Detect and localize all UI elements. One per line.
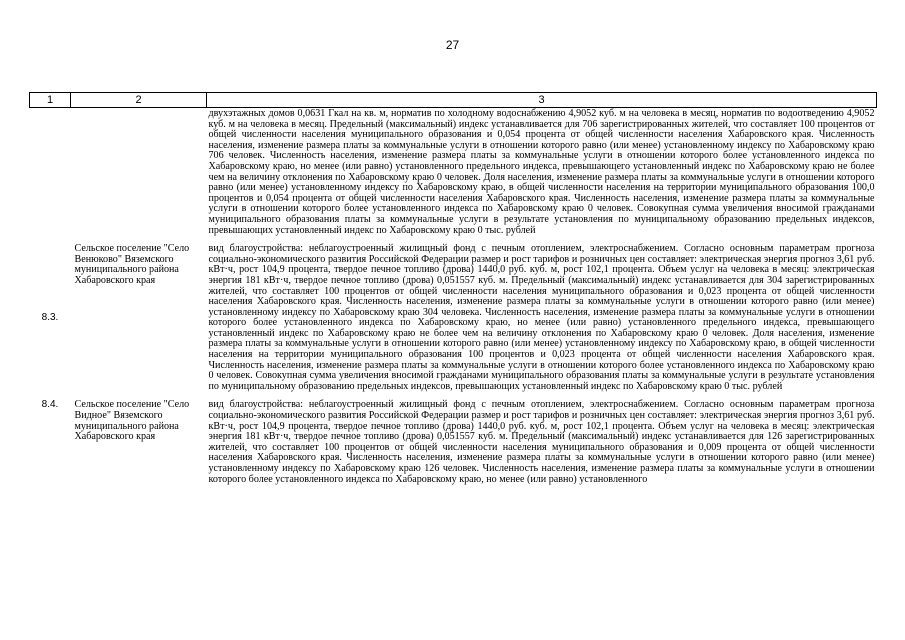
column-header-2: 2: [71, 93, 207, 108]
column-header-3: 3: [207, 93, 877, 108]
settlement-name: Сельское поселение "Село Венюково" Вяземского муниципального района Хабаровского края: [74, 243, 190, 286]
continuation-text: двухэтажных домов 0,0631 Гкал на кв. м, норматив по холодному водоснабжению 4,9052 куб. м на человека в месяц, норматив по водоотведению 4,9052 куб. м на человека в месяц. Предельный (максимальный) индекс устанавливается для 706 зарегистрированных жителей, что составляет 100 процентов от общей численности населения муниципального образования и 0,054 процента от общей численности населения Хабаровского края. Численность населения, изменение размера платы за коммунальные услуги в отношении которого равно (или менее) установленному индексу по Хабаровскому краю 706 человек. Численность населения, изменение размера платы за коммунальные услуги в отношении которого более установленного индекса по Хабаровскому краю, но менее (или равно) установленного предельного индекса, превышающего установленный индекс по Хабаровскому краю не более чем на величину отклонения по Хабаровскому краю 0 человек. Доля населения, изменение размера платы за коммунальные услуги в отношении которого равно (или менее) установленному индексу по Хабаровскому краю, в общей численности населения на территории муниципального образования 100,0 процентов и 0,054 процента от общей численности населения Хабаровского края. Численность населения, изменение размера платы за коммунальные услуги в отношении которого более установленного индекса по Хабаровскому краю 0 человек. Совокупная сумма увеличения вносимой гражданами муниципального образования платы за коммунальные услуги в результате установления по муниципальному образованию предельных индексов, превышающих установленный индекс по Хабаровскому краю 0 тыс. рублей: [208, 108, 875, 236]
table-row: [30, 400, 877, 485]
table-header: [30, 93, 877, 108]
table-row: [30, 244, 877, 392]
column-header-1: 1: [30, 93, 71, 108]
document-table: [29, 92, 877, 485]
row-number: 8.4.: [41, 399, 59, 411]
table-row-continuation: [30, 108, 877, 237]
row-description: вид благоустройства: неблагоустроенный жилищный фонд с печным отоплением, электроснабжением. Согласно основным параметрам прогноза социально-экономического развития Российской Федерации размер и рост тарифов и розничных цен составляет: электрическая энергия прогноз 3,61 руб. кВт·ч, рост 104,9 процента, твердое печное топливо (дрова) 1440,0 руб. куб. м, рост 102,1 процента. Объем услуг на человека в месяц: электрическая энергия 181 кВт·ч, твердое печное топливо (дрова) 0,051557 куб. м. Предельный (максимальный) индекс устанавливается для 304 зарегистрированных жителей, что составляет 100 процентов от общей численности населения муниципального образования и 0,023 процента от общей численности населения Хабаровского края. Численность населения, изменение размера платы за коммунальные услуги в отношении которого равно (или менее) установленному индексу по Хабаровскому краю 304 человека. Численность населения, изменение размера платы за коммунальные услуги в отношении которого более установленного индекса по Хабаровскому краю, но менее (или равно) установленного предельного индекса, превышающего установленный индекс по Хабаровскому краю не более чем на величину отклонения по Хабаровскому краю 0 человек. Доля населения, изменение размера платы за коммунальные услуги в отношении которого равно (или менее) установленному индексу по Хабаровскому краю, в общей численности населения на территории муниципального образования 100 процентов и 0,023 процента от общей численности населения Хабаровского края. Численность населения, изменение размера платы за коммунальные услуги в отношении которого более установленного индекса по Хабаровскому краю 0 человек. Совокупная сумма увеличения вносимой гражданами муниципального образования платы за коммунальные услуги в результате установления по муниципальному образованию предельных индексов, превышающих установленный индекс по Хабаровскому краю 0 тыс. рублей: [208, 243, 875, 392]
settlement-name: Сельское поселение "Село Видное" Вяземского муниципального района Хабаровского края: [74, 399, 190, 443]
row-number: 8.3.: [41, 311, 59, 323]
row-description: вид благоустройства: неблагоустроенный жилищный фонд с печным отоплением, электроснабжением. Согласно основным параметрам прогноза социально-экономического развития Российской Федерации размер и рост тарифов и розничных цен составляет: электрическая энергия прогноз 3,61 руб. кВт·ч, рост 104,9 процента, твердое печное топливо (дрова) 1440,0 руб. куб. м, рост 102,1 процента. Объем услуг на человека в месяц: электрическая энергия 181 кВт·ч, твердое печное топливо (дрова) 0,051557 куб. м. Предельный (максимальный) индекс устанавливается для 126 зарегистрированных жителей, что составляет 100 процентов от общей численности населения муниципального образования и 0,009 процента от общей численности населения Хабаровского края. Численность населения, изменение размера платы за коммунальные услуги в отношении которого равно (или менее) установленному индексу по Хабаровскому краю 126 человек. Численность населения, изменение размера платы за коммунальные услуги в отношении которого более установленного индекса по Хабаровскому краю, но менее (или равно) установленного: [208, 399, 875, 485]
page-number: 27: [445, 38, 460, 52]
